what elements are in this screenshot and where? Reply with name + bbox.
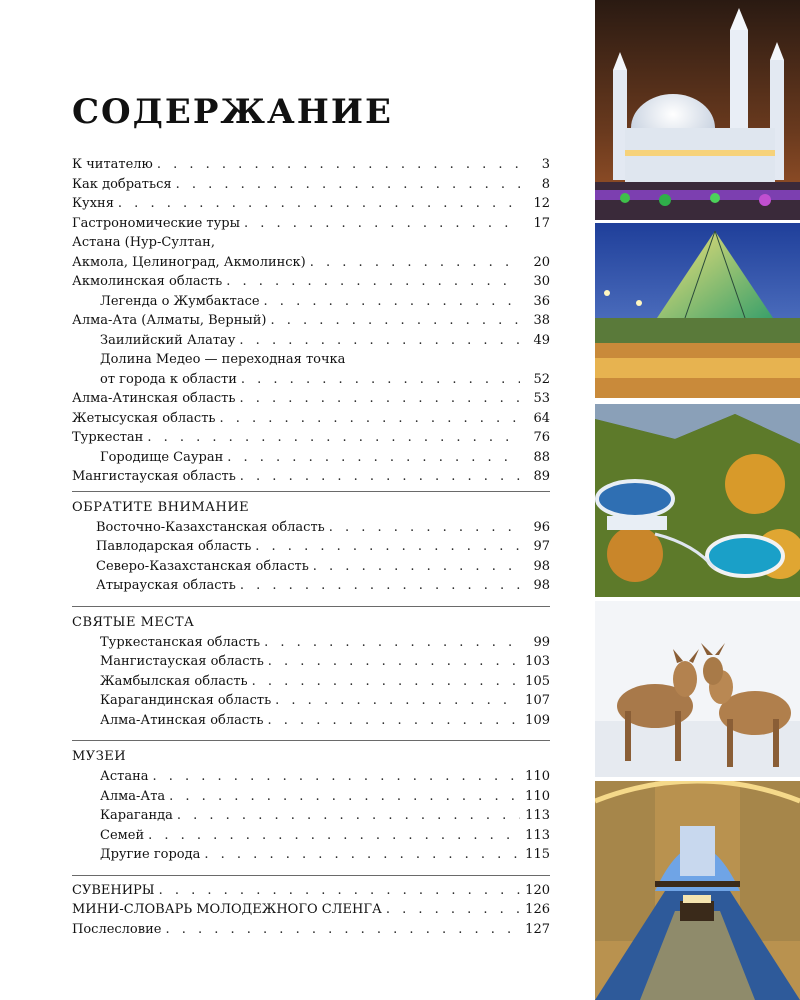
- toc-entry-page: 98: [533, 578, 550, 593]
- toc-entry: [72, 467, 550, 487]
- toc-entry-title: МИНИ-СЛОВАРЬ МОЛОДЕЖНОГО СЛЕНГА: [72, 902, 382, 917]
- toc-entry: [72, 311, 550, 331]
- toc-entry-page: 64: [533, 410, 550, 426]
- toc-dot-leader: [275, 691, 520, 711]
- section-divider: [72, 606, 550, 607]
- toc-entry-page: 20: [533, 254, 550, 270]
- toc-entry: [100, 711, 550, 731]
- toc-entry-page: 12: [533, 196, 550, 211]
- toc-entry-page: 52: [533, 371, 550, 387]
- toc-entry: [72, 389, 550, 409]
- deer-photo-svg: [595, 601, 800, 777]
- toc-entry: [72, 900, 550, 920]
- toc-entry-page: 36: [533, 293, 550, 309]
- photo-canal-gallery: [595, 781, 800, 1000]
- toc-entry-page: 30: [533, 274, 550, 289]
- toc-entry-page: 127: [525, 921, 550, 937]
- toc-dot-leader: [157, 155, 520, 175]
- toc-entry-title: Астана: [100, 769, 149, 784]
- section-divider: [72, 491, 550, 492]
- toc-entry-title: Туркестан: [72, 430, 144, 445]
- toc-entry-title: Послесловие: [72, 921, 162, 937]
- toc-entry: [72, 331, 550, 351]
- toc-dot-leader: [165, 920, 520, 940]
- toc-entry-title: Мангистауская область: [72, 469, 236, 484]
- toc-entry-page: 113: [525, 808, 550, 823]
- toc-dot-leader: [176, 175, 520, 195]
- toc-entry-title: Гастрономические туры: [72, 215, 240, 231]
- toc-entry: [96, 518, 550, 538]
- toc-entry-page: 98: [533, 558, 550, 574]
- toc-entry-page: 17: [533, 215, 550, 231]
- toc-entry-title: Северо-Казахстанская область: [96, 558, 309, 574]
- toc-dot-leader: [244, 214, 520, 234]
- toc-dot-leader: [147, 428, 520, 448]
- toc-dot-leader: [177, 806, 520, 826]
- toc-entry-page: 99: [533, 634, 550, 650]
- toc-entry-title: Мангистауская область: [100, 654, 264, 669]
- toc-entry: [100, 826, 550, 846]
- toc-entry: [72, 448, 550, 468]
- toc-entry: [100, 845, 550, 865]
- toc-main-section: [72, 155, 550, 487]
- toc-entry-page: 105: [525, 673, 550, 689]
- photo-mosque-at-night: [595, 0, 800, 220]
- toc-entry-page: 3: [541, 157, 550, 172]
- pyramid-photo-svg: [595, 223, 800, 398]
- toc-entry-page: 107: [525, 693, 550, 708]
- toc-entry-title: Городище Сауран: [100, 449, 224, 465]
- toc-dot-leader: [310, 253, 520, 273]
- toc-entry-title: Алма-Ата: [100, 788, 166, 804]
- toc-entry-title: Кухня: [72, 196, 114, 211]
- toc-tail-section: [72, 881, 550, 940]
- medeo-photo-svg: [595, 404, 800, 597]
- toc-entry-page: 53: [533, 391, 550, 406]
- toc-entry: [100, 806, 550, 826]
- canal-photo-svg: [595, 781, 800, 1000]
- toc-entry: [100, 787, 550, 807]
- toc-entry-title: Астана (Нур-Султан,: [72, 235, 215, 250]
- page-title: СОДЕРЖАНИЕ: [72, 92, 393, 132]
- toc-dot-leader: [270, 311, 520, 331]
- toc-dot-leader: [227, 448, 520, 468]
- toc-entry: [72, 920, 550, 940]
- toc-entry: [100, 767, 550, 787]
- toc-entry-page: 96: [533, 519, 550, 535]
- toc-dot-leader: [219, 409, 520, 429]
- section-divider: [72, 740, 550, 741]
- toc-entry-page: 126: [525, 902, 550, 917]
- toc-entry-title: Туркестанская область: [100, 634, 261, 650]
- toc-attention-section: [72, 518, 550, 596]
- toc-dot-leader: [118, 194, 520, 214]
- table-of-contents: [72, 155, 550, 939]
- toc-entry-page: 110: [525, 769, 550, 784]
- section-heading-holy-places: СВЯТЫЕ МЕСТА: [72, 614, 195, 630]
- toc-entry: [72, 292, 550, 312]
- toc-dot-leader: [204, 845, 520, 865]
- toc-entry-page: 110: [525, 788, 550, 804]
- toc-dot-leader: [313, 557, 520, 577]
- toc-entry-title: Акмола, Целиноград, Акмолинск): [72, 254, 306, 270]
- toc-dot-leader: [267, 711, 520, 731]
- toc-dot-leader: [240, 467, 520, 487]
- toc-entry: [72, 881, 550, 901]
- toc-dot-leader: [255, 537, 520, 557]
- toc-entry-title: Карагандинская область: [100, 693, 272, 708]
- toc-entry: [72, 409, 550, 429]
- toc-dot-leader: [329, 518, 520, 538]
- toc-dot-leader: [239, 389, 520, 409]
- toc-entry-page: 109: [525, 712, 550, 728]
- toc-entry: [72, 233, 550, 253]
- toc-entry: [96, 557, 550, 577]
- toc-entry-title: Другие города: [100, 847, 201, 862]
- toc-entry: [100, 691, 550, 711]
- toc-entry-title: Заилийский Алатау: [100, 332, 236, 348]
- toc-entry-title: Жетысуская область: [72, 410, 216, 426]
- toc-holy-section: [72, 633, 550, 731]
- toc-dot-leader: [252, 672, 520, 692]
- toc-entry-title: Атырауская область: [96, 578, 236, 593]
- toc-entry: [72, 253, 550, 273]
- toc-entry-title: СУВЕНИРЫ: [72, 882, 155, 898]
- toc-dot-leader: [159, 881, 520, 901]
- toc-entry-title: Восточно-Казахстанская область: [96, 519, 325, 535]
- mosque-photo-svg: [595, 0, 800, 220]
- toc-entry-title: Акмолинская область: [72, 274, 223, 289]
- toc-entry: [100, 652, 550, 672]
- photo-column: [595, 0, 800, 1000]
- toc-entry-page: 113: [525, 827, 550, 843]
- toc-dot-leader: [239, 331, 520, 351]
- toc-entry-title: Легенда о Жумбактасе: [100, 293, 260, 309]
- toc-entry: [96, 576, 550, 596]
- toc-entry-title: Долина Медео — переходная точка: [100, 352, 346, 367]
- toc-dot-leader: [264, 633, 520, 653]
- toc-entry-page: 38: [533, 313, 550, 328]
- toc-dot-leader: [148, 826, 520, 846]
- toc-dot-leader: [240, 576, 520, 596]
- toc-entry: [72, 428, 550, 448]
- toc-entry-title: от города к области: [100, 371, 237, 387]
- toc-museums-section: [72, 767, 550, 865]
- toc-entry-page: 103: [525, 654, 550, 669]
- toc-entry-title: Алма-Атинская область: [100, 712, 264, 728]
- toc-entry: [72, 370, 550, 390]
- toc-entry: [72, 350, 550, 370]
- toc-entry-title: Жамбылская область: [100, 673, 248, 689]
- toc-entry: [72, 155, 550, 175]
- toc-entry-title: Как добраться: [72, 176, 172, 192]
- section-divider: [72, 875, 550, 876]
- toc-dot-leader: [152, 767, 520, 787]
- section-heading-museums: МУЗЕИ: [72, 749, 127, 764]
- toc-entry: [96, 537, 550, 557]
- toc-entry: [72, 214, 550, 234]
- toc-entry-title: Караганда: [100, 808, 173, 823]
- toc-entry-page: 76: [533, 430, 550, 445]
- toc-dot-leader: [226, 272, 520, 292]
- toc-dot-leader: [241, 370, 520, 390]
- toc-entry-page: 115: [525, 847, 550, 862]
- toc-dot-leader: [386, 900, 520, 920]
- toc-entry-page: 8: [541, 176, 550, 192]
- toc-entry-title: Алма-Ата (Алматы, Верный): [72, 313, 267, 328]
- toc-dot-leader: [264, 292, 520, 312]
- photo-medeo-valley: [595, 404, 800, 597]
- toc-entry-page: 49: [533, 332, 550, 348]
- toc-entry-title: Семей: [100, 827, 145, 843]
- section-heading-attention: ОБРАТИТЕ ВНИМАНИЕ: [72, 499, 250, 515]
- toc-entry-title: Алма-Атинская область: [72, 391, 236, 406]
- toc-entry-title: К читателю: [72, 157, 153, 172]
- toc-entry: [72, 175, 550, 195]
- toc-entry: [100, 672, 550, 692]
- toc-entry-page: 88: [533, 449, 550, 465]
- photo-deer-in-snow: [595, 601, 800, 777]
- toc-entry-page: 120: [525, 882, 550, 898]
- photo-pyramid-palace: [595, 223, 800, 398]
- toc-entry: [100, 633, 550, 653]
- toc-entry-title: Павлодарская область: [96, 539, 252, 554]
- toc-entry-page: 89: [533, 469, 550, 484]
- toc-entry: [72, 194, 550, 214]
- toc-entry: [72, 272, 550, 292]
- toc-entry-page: 97: [533, 539, 550, 554]
- toc-dot-leader: [268, 652, 520, 672]
- toc-dot-leader: [169, 787, 520, 807]
